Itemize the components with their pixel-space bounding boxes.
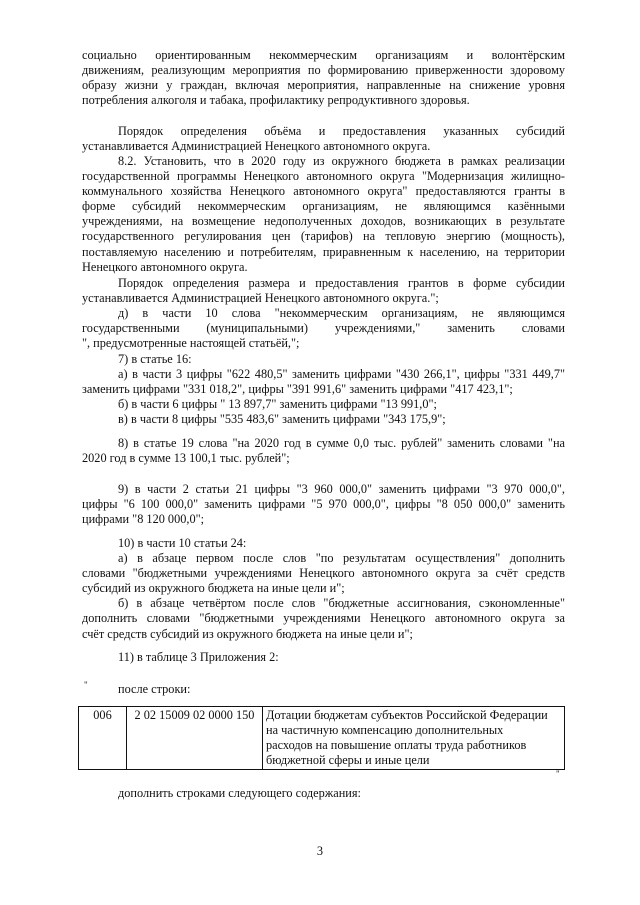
text-line: а) в абзаце первом после слов "по результатам осуществления" дополнить [118, 551, 565, 566]
text-line: а) в части 3 цифры "622 480,5" заменить цифрами "430 266,1", цифры "331 449,7" [118, 367, 565, 382]
opening-quote-mark: " [84, 680, 88, 690]
text-line: 11) в таблице 3 Приложения 2: [118, 650, 279, 664]
paragraph-7 [82, 436, 565, 466]
text-line: устанавливается Администрацией Ненецкого автономного округа. [82, 139, 431, 154]
text-line: цифрами "8 120 000,0"; [82, 512, 205, 527]
text-line: д) в части 10 слова "некоммерческим организациям, не являющимся [118, 306, 565, 320]
paragraph-12 [82, 786, 565, 801]
paragraph-5 [82, 306, 565, 351]
text-line: 7) в статье 16: [118, 352, 192, 366]
text-line: б) в абзаце четвёртом после слов "бюджетные ассигнования, сэкономленные" [118, 596, 565, 611]
text-line: дополнить словами "бюджетными учреждениями Ненецкого автономного округа за [82, 611, 565, 626]
text-line: дополнить строками следующего содержания: [118, 786, 361, 800]
paragraph-2 [82, 124, 565, 154]
text-line: социально ориентированным некоммерческим организациям и волонтёрским [82, 48, 565, 62]
text-line: движениям, реализующим мероприятия по формированию приверженности здоровому [82, 63, 565, 78]
cell-line: Дотации бюджетам субъектов Российской Федерации [266, 708, 548, 722]
cell-line: расходов на повышение оплаты труда работников [266, 738, 527, 753]
closing-quote-mark: " [556, 769, 560, 779]
text-line: Порядок определения размера и предоставления грантов в форме субсидии [118, 276, 565, 290]
text-line: 2020 год в сумме 13 100,1 тыс. рублей"; [82, 451, 290, 466]
text-line: 10) в части 10 статьи 24: [118, 536, 247, 550]
budget-table [78, 706, 565, 770]
text-line: устанавливается Администрацией Ненецкого автономного округа."; [82, 291, 439, 306]
text-line: в) в части 8 цифры "535 483,6" заменить цифрами "343 175,9"; [118, 412, 446, 427]
text-line: после строки: [118, 682, 191, 696]
paragraph-3 [82, 154, 565, 275]
text-line: государственной программы Ненецкого автономного округа "Модернизация жилищно- [82, 169, 565, 184]
text-line: учреждениями, на возмещение недополученных доходов, возникающих в результате [82, 214, 565, 229]
paragraph-8 [82, 482, 565, 527]
text-line: субсидий из окружного бюджета на иные цели и"; [82, 581, 345, 596]
text-line: 9) в части 2 статьи 21 цифры "3 960 000,0" заменить цифрами "3 970 000,0", [118, 482, 565, 496]
text-line: образу жизни у граждан, включая мероприятия, направленные на снижение уровня [82, 78, 565, 93]
table-cell-name [263, 707, 565, 770]
text-line: счёт средств субсидий из окружного бюджета на иные цели и"; [82, 626, 413, 641]
cell-line: на частичную компенсацию дополнительных [266, 723, 504, 738]
paragraph-9 [82, 536, 565, 642]
text-line: б) в части 6 цифры " 13 897,7" заменить цифрами "13 991,0"; [118, 397, 437, 412]
text-line: Ненецкого автономного округа. [82, 259, 248, 274]
text-line: 8) в статье 19 слова "на 2020 год в сумме 0,0 тыс. рублей" заменить словами "на [118, 436, 565, 450]
text-line: 8.2. Установить, что в 2020 году из окружного бюджета в рамках реализации [118, 154, 565, 168]
text-line: цифры "6 100 000,0" заменить цифрами "5 970 000,0", цифры "8 050 000,0" заменить [82, 497, 565, 512]
text-line: потребления алкоголя и табака, профилактику репродуктивного здоровья. [82, 93, 470, 108]
text-line: поставляемую населению и потребителям, приравненным к населению, на территории [82, 244, 565, 259]
text-line: государственными (муниципальными) учреждениями," заменить словами [82, 321, 565, 336]
paragraph-4 [82, 276, 565, 306]
paragraph-1 [82, 48, 565, 108]
paragraph-6 [82, 352, 565, 427]
table-cell-code: 006 [79, 707, 127, 770]
text-line: словами "бюджетными учреждениями Ненецкого автономного округа за счёт средств [82, 566, 565, 581]
table-row [79, 707, 565, 770]
paragraph-11 [82, 682, 565, 697]
text-line: коммунального хозяйства Ненецкого автономного округа" предоставляются гранты в [82, 184, 565, 199]
text-line: форме субсидий некоммерческим организациям, не являющимся казёнными [82, 199, 565, 214]
text-line: Порядок определения объёма и предоставления указанных субсидий [118, 124, 565, 138]
text-line: заменить цифрами "331 018,2", цифры "391 991,6" заменить цифрами "417 423,1"; [82, 382, 513, 397]
paragraph-10 [82, 650, 565, 665]
page-number: 3 [316, 844, 324, 858]
text-line: государственного регулирования цен (тарифов) на тепловую энергию (мощность), [82, 229, 565, 244]
table-cell-kbk: 2 02 15009 02 0000 150 [127, 707, 263, 770]
cell-line: бюджетной сферы и иные цели [266, 753, 430, 768]
text-line: ", предусмотренные настоящей статьёй,"; [82, 336, 300, 351]
